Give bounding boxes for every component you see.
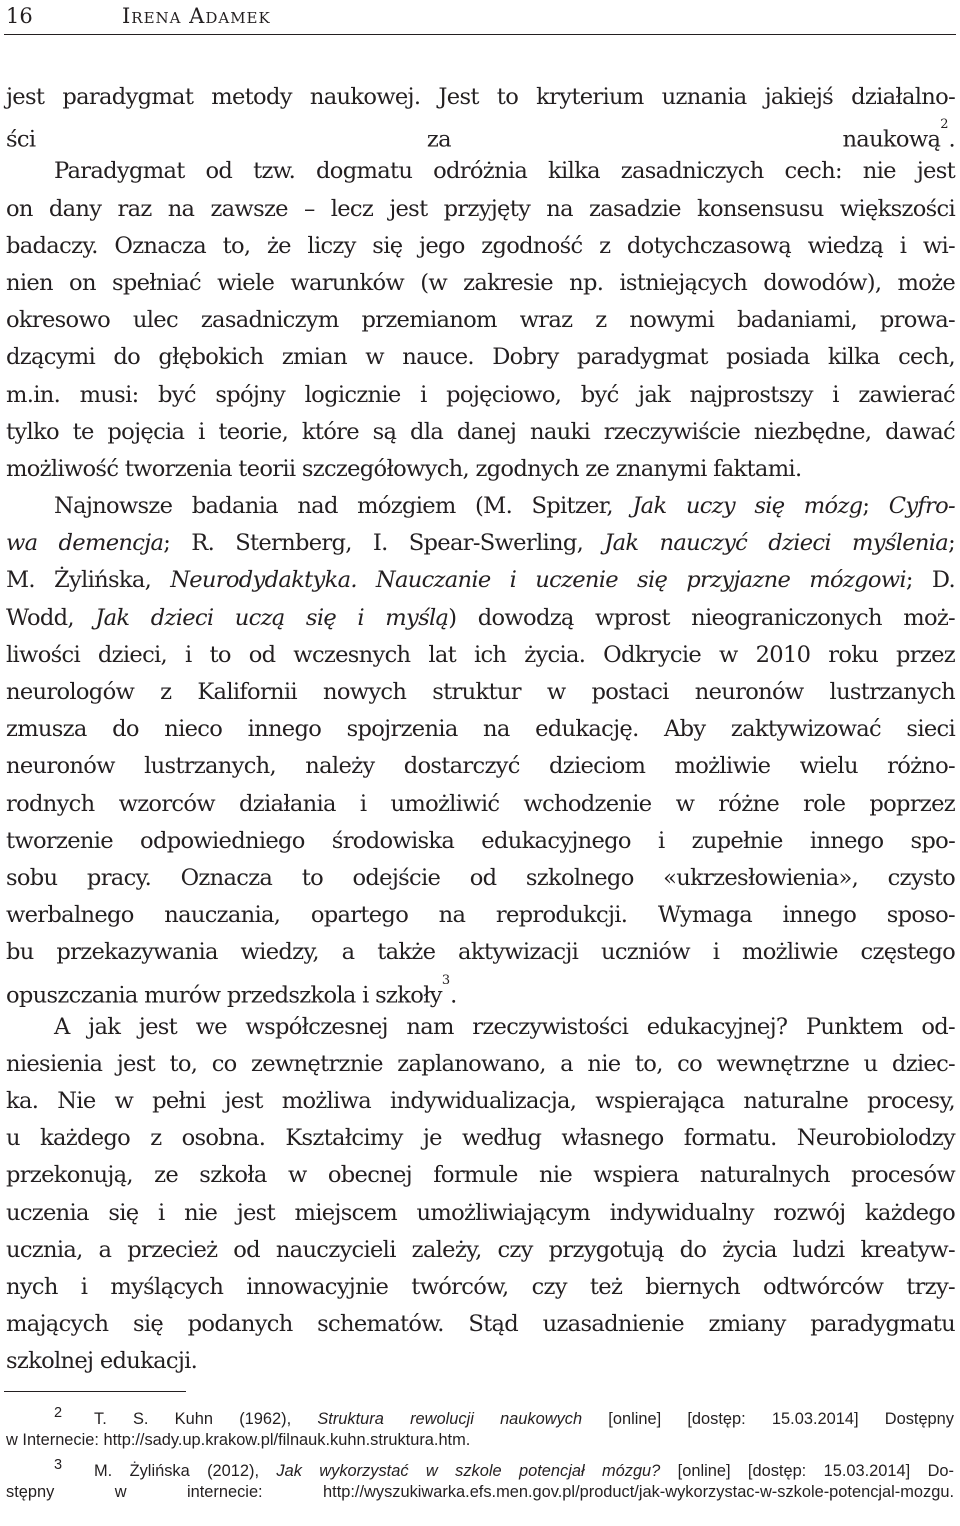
italic-title: Neurodydaktyka. Nauczanie i uczenie się przyjazne mózgowi <box>170 567 906 594</box>
footnote-reference: 3 <box>441 972 451 988</box>
footnote-number: 2 <box>54 1405 63 1421</box>
text-line <box>6 1269 955 1306</box>
running-head-author: Irena Adamek <box>122 4 271 28</box>
text-line <box>6 1195 955 1232</box>
text-run: rodnych wzorców działania i umożliwić wchodzenie w różne role poprzez <box>6 790 955 817</box>
text-line <box>6 525 955 562</box>
text-line <box>6 562 955 599</box>
text-run: werbalnego nauczania, opartego na reprodukcji. Wymaga innego sposo- <box>6 902 955 929</box>
text-line <box>6 451 955 488</box>
text-run: badaczy. <box>6 232 115 259</box>
text-run: Oznacza to, że liczy się jego zgodność z dotychczasową wiedzą i wi- <box>114 232 955 259</box>
text-run: tworzenie odpowiedniego środowiska edukacyjnego i zupełnie innego spo- <box>6 827 955 854</box>
footnote-reference: 2 <box>940 117 949 133</box>
text-run: A jak jest we współczesnej nam rzeczywistości edukacyjnej? Punktem od- <box>54 1013 955 1040</box>
text-run: uczenia się i nie jest miejscem umożliwiającym indywidualny rozwój każdego <box>6 1199 955 1226</box>
text-line <box>6 414 955 451</box>
text-line <box>6 1232 955 1269</box>
text-line <box>6 1083 955 1120</box>
text-run: okresowo ulec zasadniczym przemianom wraz z nowymi badaniami, prowa- <box>6 307 955 334</box>
text-line <box>6 1409 954 1430</box>
text-line <box>6 153 955 190</box>
footnotes <box>6 1405 954 1513</box>
text-run: możliwość tworzenia teorii szczegółowych, zgodnych ze znanymi faktami. <box>6 455 802 482</box>
text-run: Paradygmat od tzw. dogmatu odróżnia kilka zasadniczych cech: nie jest <box>54 158 955 185</box>
text-run: mających się podanych schematów. Stąd uzasadnienie zmiany paradygmatu <box>6 1311 955 1338</box>
text-line <box>6 488 955 525</box>
text-run: ści za naukową <box>6 126 941 153</box>
text-line <box>6 116 955 153</box>
text-line <box>6 1461 954 1482</box>
text-line <box>6 1430 954 1451</box>
text-line <box>6 1157 955 1194</box>
text-line <box>6 637 955 674</box>
text-run: neurologów z Kalifornii nowych struktur w postaci neuronów lustrzanych <box>6 679 955 705</box>
text-run: sobu pracy. Oznacza to odejście od szkolnego «ukrzesłowienia», czysto <box>6 864 955 891</box>
text-run: ; <box>862 493 889 520</box>
text-line <box>6 934 955 971</box>
text-run: niesienia jest to, co zewnętrznie zaplanowano, a nie to, co wewnętrzne u dziec- <box>6 1050 955 1077</box>
text-line <box>6 265 955 302</box>
text-line <box>6 674 955 711</box>
text-line <box>6 228 955 265</box>
text-line <box>6 1120 955 1157</box>
text-line <box>6 748 955 785</box>
text-run: opuszczania murów przedszkola i szkoły <box>6 982 442 1009</box>
text-run: u każdego z osobna. Kształcimy je według własnego formatu. Neurobiolodzy <box>6 1125 955 1152</box>
text-line <box>6 1046 955 1083</box>
text-line <box>6 377 955 414</box>
text-run: tylko te pojęcia i teorie, które są dla danej nauki rzeczywiście niezbędne, dawać <box>6 418 955 445</box>
text-run: liwości dzieci, i to od wczesnych lat ich życia. Odkrycie w 2010 roku przez <box>6 641 955 668</box>
text-line <box>6 79 955 116</box>
text-run: M. Żylińska (2012), <box>94 1462 277 1480</box>
running-head <box>4 2 956 34</box>
footnote <box>6 1457 954 1503</box>
footnote-number: 3 <box>54 1457 63 1473</box>
text-line <box>6 1343 955 1380</box>
text-run: m.in. musi: być spójny logicznie i pojęciowo, być jak najprostszy i zawierać <box>6 381 955 408</box>
text-line <box>6 897 955 934</box>
italic-title: Struktura rewolucji naukowych <box>317 1410 583 1428</box>
text-run: w Internecie: http://sady.up.krakow.pl/filnauk.kuhn.struktura.htm. <box>6 1431 471 1449</box>
text-line <box>6 786 955 823</box>
italic-title: Cyfro- <box>888 493 955 520</box>
text-run: przekonują, ze szkoła w obecnej formule nie wspiera naturalnych procesów <box>6 1162 955 1189</box>
text-line <box>6 1009 955 1046</box>
text-line <box>6 302 955 339</box>
text-run: [online] [dostęp: 15.03.2014] Do- <box>660 1462 954 1480</box>
text-run: on dany raz na zawsze – lecz jest przyjęty na zasadzie konsensusu większości <box>6 195 955 222</box>
text-run: M. Żylińska, <box>6 567 171 594</box>
text-line <box>6 191 955 228</box>
header-rule <box>4 34 956 35</box>
italic-title: Jak wykorzystać w szkole potencjał mózgu? <box>276 1462 661 1480</box>
footnote <box>6 1405 954 1451</box>
text-run: [online] [dostęp: 15.03.2014] Dostępny <box>582 1410 954 1428</box>
text-run: ka. Nie w pełni jest możliwa indywidualizacja, wspierająca naturalne procesy, <box>6 1088 955 1115</box>
text-run: . <box>450 982 457 1009</box>
text-run: nych i myślących innowacyjnie twórców, czy też biernych odtwórców trzy- <box>6 1274 955 1300</box>
text-line <box>6 1482 954 1503</box>
italic-title: Jak uczy się mózg <box>632 493 863 520</box>
text-run: Wodd, <box>6 604 96 631</box>
footnote-rule <box>4 1391 186 1392</box>
text-run: ) dowodzą wprost nieograniczonych moż- <box>448 604 955 631</box>
text-line <box>6 972 955 1009</box>
text-run: szkolnej edukacji. <box>6 1348 198 1375</box>
text-line <box>6 600 955 637</box>
text-line <box>6 711 955 748</box>
text-line <box>6 339 955 376</box>
text-line <box>6 1306 955 1343</box>
text-run: stępny w internecie: http://wyszukiwarka.efs.men.gov.pl/product/jak-wykorzystac-w-szkole-potencjal-mozgu. <box>6 1483 954 1501</box>
text-run: jest paradygmat metody naukowej. Jest to kryterium uznania jakiejś działalno- <box>6 84 955 110</box>
text-run: . <box>948 126 955 153</box>
text-run: istniejących dowodów), może <box>619 269 955 296</box>
text-run: T. S. Kuhn (1962), <box>94 1410 318 1428</box>
text-run: bu przekazywania wiedzy, a także aktywizacji uczniów i możliwie częstego <box>6 939 955 966</box>
text-run: ; D. <box>905 567 955 594</box>
italic-title: Jak nauczyć dzieci myślenia <box>604 530 949 557</box>
text-run: Najnowsze badania nad mózgiem (M. Spitzer, <box>54 493 633 520</box>
italic-title: Jak dzieci uczą się i myślą <box>95 604 449 631</box>
text-line <box>6 860 955 897</box>
text-run: zmusza do nieco innego spojrzenia na edukację. Aby zaktywizować sieci <box>6 716 955 743</box>
text-line <box>6 823 955 860</box>
page-number: 16 <box>6 4 33 28</box>
text-run: ; <box>948 530 955 557</box>
text-run: ucznia, a przecież od nauczycieli zależy, czy przygotują do życia ludzi kreatyw- <box>6 1236 955 1263</box>
body-text <box>6 79 955 1381</box>
text-run: ; R. Sternberg, I. Spear-Swerling, <box>163 530 605 557</box>
text-run: dzącymi do głębokich zmian w nauce. Dobry paradygmat posiada kilka cech, <box>6 344 955 371</box>
text-run: nien on spełniać wiele warunków (w zakresie np. <box>6 269 620 296</box>
italic-title: wa demencja <box>6 530 164 557</box>
text-run: neuronów lustrzanych, należy dostarczyć dzieciom możliwie wielu różno- <box>6 753 955 780</box>
